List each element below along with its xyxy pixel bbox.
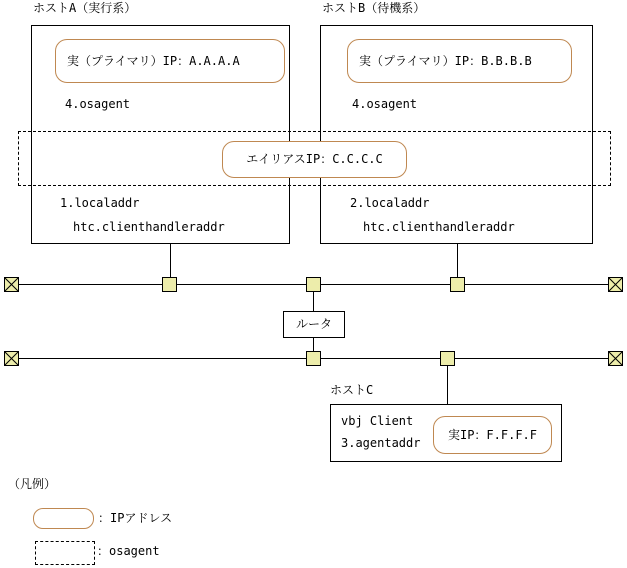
host-c-client-label: vbj Client — [341, 414, 414, 428]
network-tap-icon — [440, 351, 455, 366]
legend-ip-label: ：IPアドレス — [98, 511, 173, 525]
network-terminator-icon — [608, 351, 623, 366]
host-c-real-ip-label: 実IP：F.F.F.F — [447, 427, 538, 442]
legend-title: （凡例） — [8, 477, 57, 491]
router-label: ルータ — [295, 317, 332, 331]
host-a-localaddr-label: 1.localaddr — [60, 196, 140, 210]
network-tap-icon — [306, 351, 321, 366]
host-a-primary-ip-shape — [55, 39, 285, 83]
network-tap-icon — [306, 277, 321, 292]
legend-osagent-label: ：osagent — [97, 544, 160, 558]
host-c-title: ホストC — [330, 383, 374, 397]
host-b-primary-ip-label: 実（プライマリ）IP：B.B.B.B — [359, 53, 532, 68]
host-b-primary-ip-shape — [347, 39, 572, 83]
legend-osagent-shape — [35, 541, 95, 565]
network-terminator-icon — [4, 351, 19, 366]
alias-ip-shape — [222, 141, 407, 178]
host-a-osagent-label: 4.osagent — [65, 97, 131, 111]
network-tap-icon — [162, 277, 177, 292]
network-terminator-icon — [608, 277, 623, 292]
host-c-agentaddr-label: 3.agentaddr — [341, 436, 421, 450]
network-terminator-icon — [4, 277, 19, 292]
legend-ip-shape — [33, 508, 94, 529]
host-a-primary-ip-label: 実（プライマリ）IP：A.A.A.A — [67, 53, 240, 68]
alias-ip-label: エイリアスIP：C.C.C.C — [246, 152, 383, 166]
host-b-title: ホストB（待機系） — [322, 1, 426, 15]
router-box — [283, 311, 345, 338]
host-b-handleraddr-label: htc.clienthandleraddr — [363, 220, 515, 234]
host-a-title: ホストA（実行系） — [33, 1, 137, 15]
host-b-osagent-label: 4.osagent — [352, 97, 418, 111]
network-tap-icon — [450, 277, 465, 292]
host-a-handleraddr-label: htc.clienthandleraddr — [73, 220, 225, 234]
host-b-localaddr-label: 2.localaddr — [350, 196, 430, 210]
host-c-real-ip-shape — [433, 416, 552, 454]
